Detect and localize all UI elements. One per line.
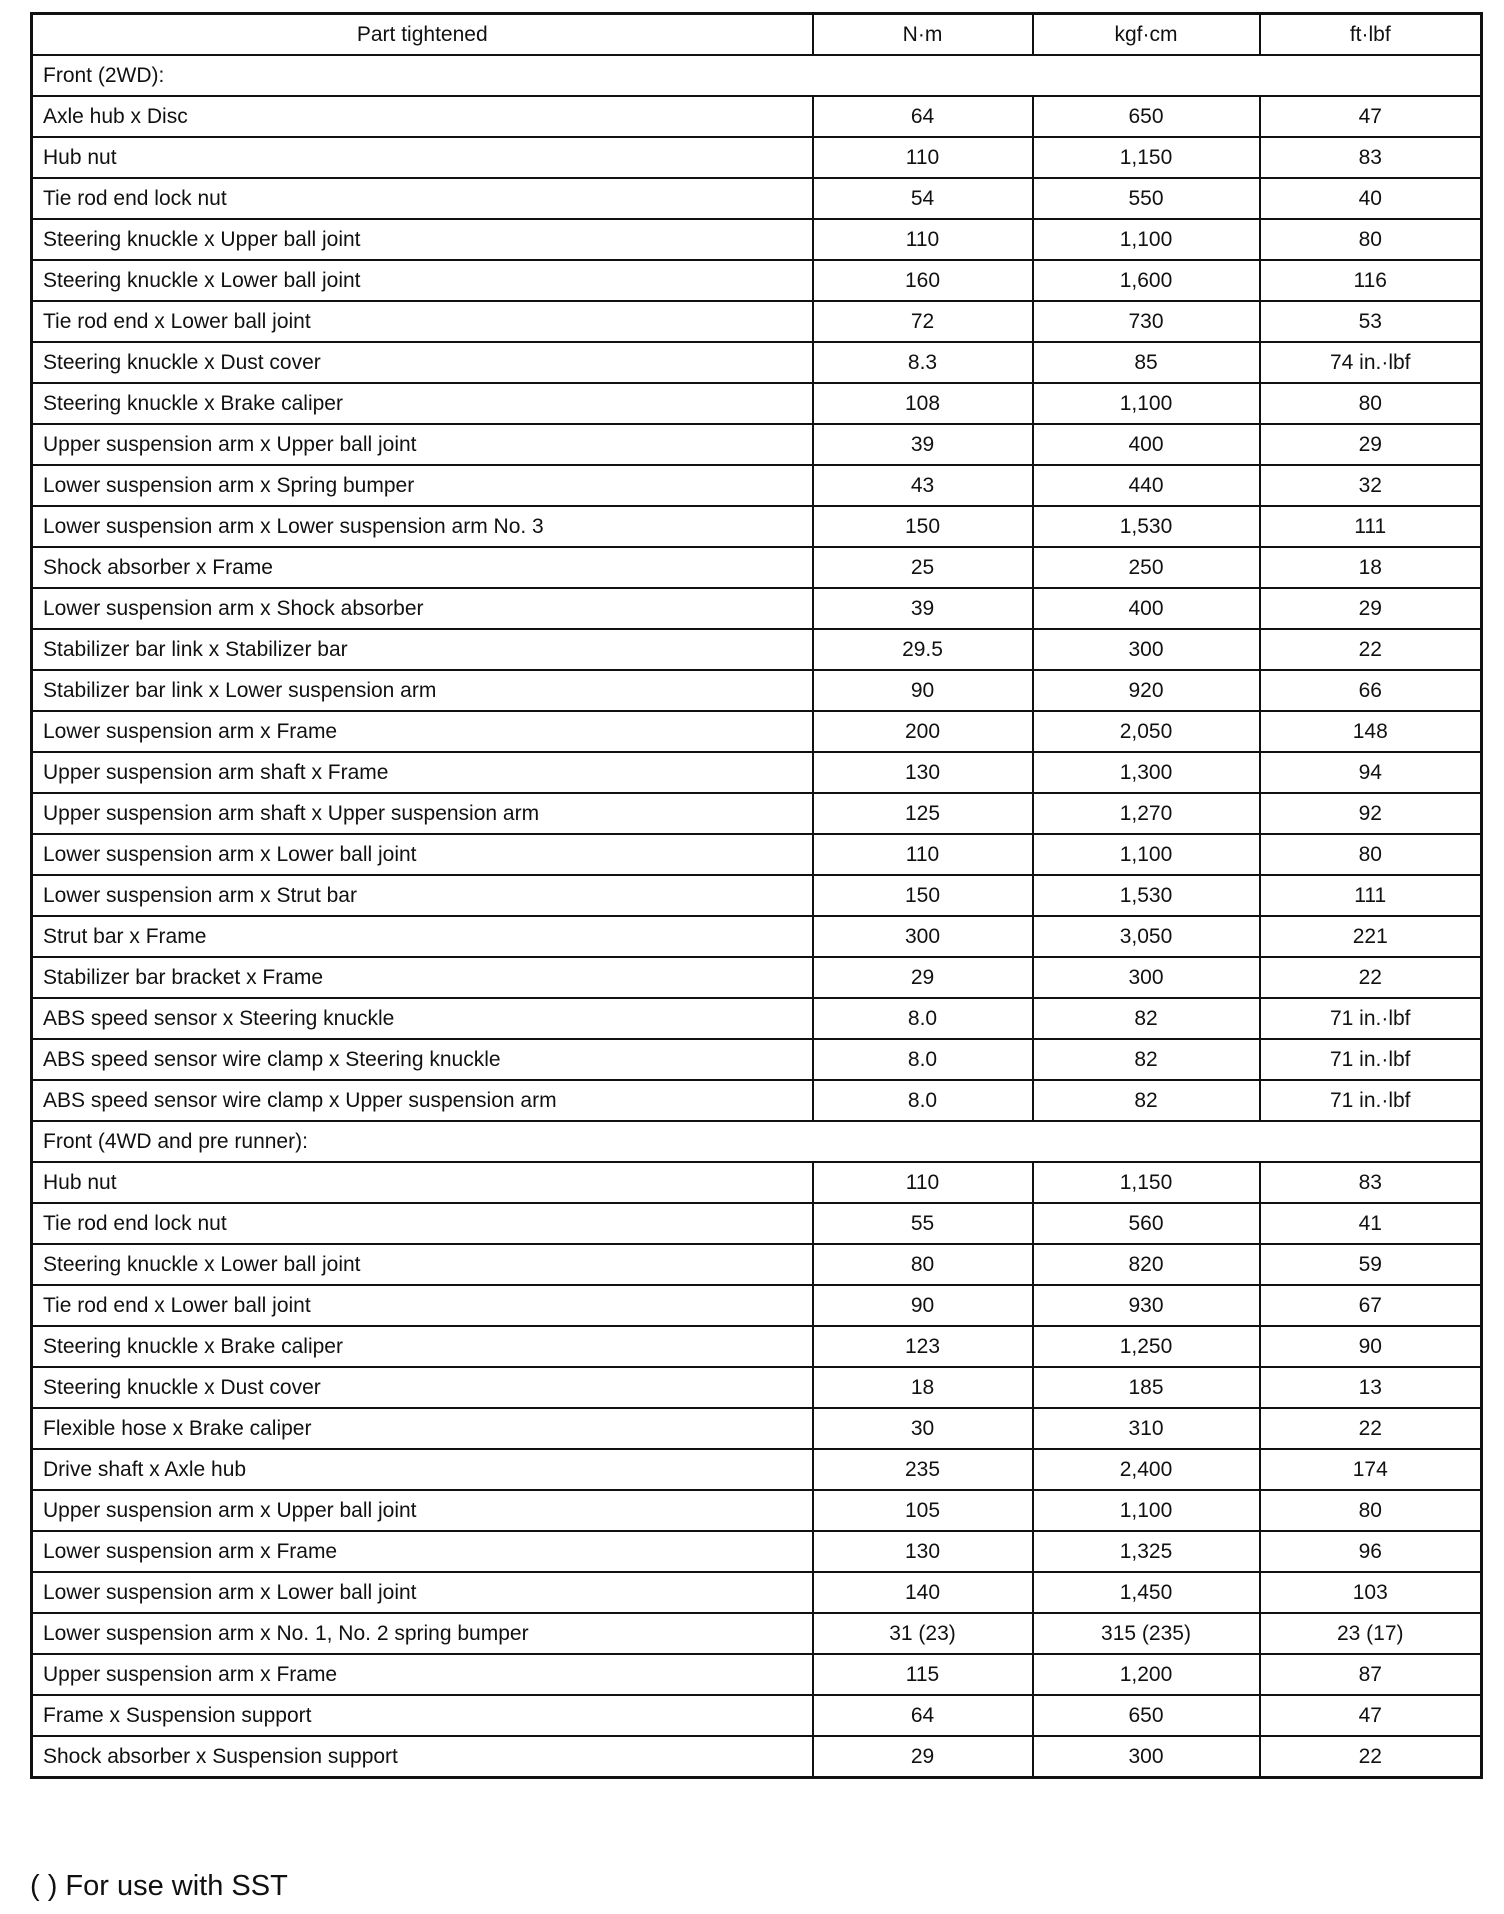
nm-cell: 110 [813,219,1033,260]
nm-cell: 72 [813,301,1033,342]
nm-cell: 54 [813,178,1033,219]
kgf-cm-cell: 1,530 [1033,875,1260,916]
part-cell: Stabilizer bar link x Stabilizer bar [32,629,813,670]
kgf-cm-cell: 300 [1033,629,1260,670]
kgf-cm-cell: 1,325 [1033,1531,1260,1572]
part-cell: Steering knuckle x Dust cover [32,1367,813,1408]
part-cell: Lower suspension arm x Spring bumper [32,465,813,506]
kgf-cm-cell: 1,530 [1033,506,1260,547]
part-cell: Strut bar x Frame [32,916,813,957]
kgf-cm-cell: 930 [1033,1285,1260,1326]
table-row [32,875,1482,916]
section-title: Front (4WD and pre runner): [32,1121,1482,1162]
part-cell: Steering knuckle x Lower ball joint [32,260,813,301]
part-cell: Hub nut [32,1162,813,1203]
part-cell: Lower suspension arm x Lower suspension arm No. 3 [32,506,813,547]
nm-cell: 64 [813,96,1033,137]
kgf-cm-cell: 1,100 [1033,219,1260,260]
nm-cell: 200 [813,711,1033,752]
kgf-cm-cell: 82 [1033,1039,1260,1080]
nm-cell: 25 [813,547,1033,588]
ft-lbf-cell: 174 [1260,1449,1482,1490]
kgf-cm-cell: 440 [1033,465,1260,506]
ft-lbf-cell: 116 [1260,260,1482,301]
table-row [32,957,1482,998]
nm-cell: 8.0 [813,1039,1033,1080]
table-row [32,465,1482,506]
nm-cell: 90 [813,670,1033,711]
table-row [32,670,1482,711]
kgf-cm-cell: 185 [1033,1367,1260,1408]
part-cell: Steering knuckle x Lower ball joint [32,1244,813,1285]
part-cell: Stabilizer bar link x Lower suspension arm [32,670,813,711]
kgf-cm-cell: 2,050 [1033,711,1260,752]
table-row [32,1080,1482,1121]
ft-lbf-cell: 80 [1260,219,1482,260]
header-nm: N·m [813,14,1033,56]
ft-lbf-cell: 103 [1260,1572,1482,1613]
nm-cell: 8.3 [813,342,1033,383]
table-row [32,1285,1482,1326]
ft-lbf-cell: 111 [1260,506,1482,547]
nm-cell: 108 [813,383,1033,424]
header-ft-lbf: ft·lbf [1260,14,1482,56]
kgf-cm-cell: 400 [1033,424,1260,465]
ft-lbf-cell: 29 [1260,424,1482,465]
part-cell: Tie rod end lock nut [32,178,813,219]
nm-cell: 55 [813,1203,1033,1244]
kgf-cm-cell: 1,250 [1033,1326,1260,1367]
part-cell: Lower suspension arm x Lower ball joint [32,834,813,875]
part-cell: Upper suspension arm x Upper ball joint [32,424,813,465]
ft-lbf-cell: 47 [1260,1695,1482,1736]
kgf-cm-cell: 2,400 [1033,1449,1260,1490]
nm-cell: 130 [813,752,1033,793]
table-row [32,916,1482,957]
table-row [32,301,1482,342]
ft-lbf-cell: 41 [1260,1203,1482,1244]
ft-lbf-cell: 18 [1260,547,1482,588]
kgf-cm-cell: 1,150 [1033,1162,1260,1203]
part-cell: Steering knuckle x Brake caliper [32,1326,813,1367]
header-kgf-cm: kgf·cm [1033,14,1260,56]
table-row [32,1572,1482,1613]
table-row [32,137,1482,178]
ft-lbf-cell: 71 in.·lbf [1260,1039,1482,1080]
part-cell: Lower suspension arm x No. 1, No. 2 spring bumper [32,1613,813,1654]
part-cell: Tie rod end x Lower ball joint [32,301,813,342]
kgf-cm-cell: 310 [1033,1408,1260,1449]
table-body [32,55,1482,1778]
table-row [32,178,1482,219]
nm-cell: 43 [813,465,1033,506]
nm-cell: 39 [813,588,1033,629]
part-cell: Hub nut [32,137,813,178]
kgf-cm-cell: 1,200 [1033,1654,1260,1695]
section-header-row [32,55,1482,96]
nm-cell: 31 (23) [813,1613,1033,1654]
ft-lbf-cell: 32 [1260,465,1482,506]
part-cell: Lower suspension arm x Frame [32,1531,813,1572]
table-row [32,1654,1482,1695]
part-cell: Upper suspension arm shaft x Frame [32,752,813,793]
header-part-tightened: Part tightened [32,14,813,56]
ft-lbf-cell: 13 [1260,1367,1482,1408]
nm-cell: 80 [813,1244,1033,1285]
ft-lbf-cell: 59 [1260,1244,1482,1285]
table-row [32,1408,1482,1449]
kgf-cm-cell: 1,270 [1033,793,1260,834]
table-row [32,260,1482,301]
part-cell: Steering knuckle x Dust cover [32,342,813,383]
part-cell: Shock absorber x Suspension support [32,1736,813,1778]
nm-cell: 160 [813,260,1033,301]
footnote: ( ) For use with SST [30,1870,288,1902]
part-cell: Axle hub x Disc [32,96,813,137]
table-row [32,1736,1482,1778]
kgf-cm-cell: 315 (235) [1033,1613,1260,1654]
ft-lbf-cell: 111 [1260,875,1482,916]
nm-cell: 29 [813,957,1033,998]
ft-lbf-cell: 71 in.·lbf [1260,998,1482,1039]
nm-cell: 39 [813,424,1033,465]
ft-lbf-cell: 148 [1260,711,1482,752]
part-cell: Shock absorber x Frame [32,547,813,588]
part-cell: Tie rod end x Lower ball joint [32,1285,813,1326]
table-row [32,383,1482,424]
kgf-cm-cell: 85 [1033,342,1260,383]
table-row [32,629,1482,670]
table-row [32,588,1482,629]
table-row [32,793,1482,834]
ft-lbf-cell: 29 [1260,588,1482,629]
kgf-cm-cell: 250 [1033,547,1260,588]
nm-cell: 150 [813,506,1033,547]
ft-lbf-cell: 23 (17) [1260,1613,1482,1654]
kgf-cm-cell: 730 [1033,301,1260,342]
nm-cell: 18 [813,1367,1033,1408]
ft-lbf-cell: 22 [1260,1408,1482,1449]
part-cell: Upper suspension arm shaft x Upper suspension arm [32,793,813,834]
kgf-cm-cell: 1,100 [1033,1490,1260,1531]
nm-cell: 130 [813,1531,1033,1572]
kgf-cm-cell: 650 [1033,1695,1260,1736]
nm-cell: 29 [813,1736,1033,1778]
ft-lbf-cell: 22 [1260,1736,1482,1778]
kgf-cm-cell: 82 [1033,998,1260,1039]
kgf-cm-cell: 550 [1033,178,1260,219]
part-cell: Upper suspension arm x Upper ball joint [32,1490,813,1531]
kgf-cm-cell: 650 [1033,96,1260,137]
nm-cell: 8.0 [813,998,1033,1039]
part-cell: Steering knuckle x Brake caliper [32,383,813,424]
table-row [32,1490,1482,1531]
nm-cell: 300 [813,916,1033,957]
nm-cell: 110 [813,834,1033,875]
table-row [32,1203,1482,1244]
part-cell: Lower suspension arm x Lower ball joint [32,1572,813,1613]
ft-lbf-cell: 53 [1260,301,1482,342]
nm-cell: 140 [813,1572,1033,1613]
table-row [32,711,1482,752]
table-row [32,424,1482,465]
ft-lbf-cell: 94 [1260,752,1482,793]
ft-lbf-cell: 96 [1260,1531,1482,1572]
nm-cell: 29.5 [813,629,1033,670]
part-cell: Tie rod end lock nut [32,1203,813,1244]
table-row [32,834,1482,875]
section-title: Front (2WD): [32,55,1482,96]
ft-lbf-cell: 92 [1260,793,1482,834]
ft-lbf-cell: 67 [1260,1285,1482,1326]
kgf-cm-cell: 820 [1033,1244,1260,1285]
ft-lbf-cell: 87 [1260,1654,1482,1695]
kgf-cm-cell: 82 [1033,1080,1260,1121]
table-row [32,752,1482,793]
table-row [32,1244,1482,1285]
part-cell: Lower suspension arm x Shock absorber [32,588,813,629]
nm-cell: 150 [813,875,1033,916]
table-row [32,1613,1482,1654]
kgf-cm-cell: 560 [1033,1203,1260,1244]
table-row [32,342,1482,383]
part-cell: Frame x Suspension support [32,1695,813,1736]
ft-lbf-cell: 83 [1260,1162,1482,1203]
kgf-cm-cell: 1,600 [1033,260,1260,301]
nm-cell: 123 [813,1326,1033,1367]
part-cell: Flexible hose x Brake caliper [32,1408,813,1449]
kgf-cm-cell: 920 [1033,670,1260,711]
table-row [32,1326,1482,1367]
nm-cell: 235 [813,1449,1033,1490]
nm-cell: 115 [813,1654,1033,1695]
ft-lbf-cell: 83 [1260,137,1482,178]
ft-lbf-cell: 47 [1260,96,1482,137]
part-cell: ABS speed sensor wire clamp x Steering knuckle [32,1039,813,1080]
part-cell: Upper suspension arm x Frame [32,1654,813,1695]
table-row [32,1367,1482,1408]
kgf-cm-cell: 300 [1033,1736,1260,1778]
part-cell: Drive shaft x Axle hub [32,1449,813,1490]
kgf-cm-cell: 400 [1033,588,1260,629]
nm-cell: 105 [813,1490,1033,1531]
nm-cell: 125 [813,793,1033,834]
table-row [32,547,1482,588]
ft-lbf-cell: 22 [1260,629,1482,670]
table-row [32,998,1482,1039]
kgf-cm-cell: 1,300 [1033,752,1260,793]
part-cell: Lower suspension arm x Strut bar [32,875,813,916]
ft-lbf-cell: 80 [1260,834,1482,875]
ft-lbf-cell: 71 in.·lbf [1260,1080,1482,1121]
nm-cell: 8.0 [813,1080,1033,1121]
ft-lbf-cell: 66 [1260,670,1482,711]
table-row [32,96,1482,137]
ft-lbf-cell: 74 in.·lbf [1260,342,1482,383]
kgf-cm-cell: 3,050 [1033,916,1260,957]
ft-lbf-cell: 80 [1260,383,1482,424]
part-cell: Stabilizer bar bracket x Frame [32,957,813,998]
nm-cell: 110 [813,137,1033,178]
kgf-cm-cell: 300 [1033,957,1260,998]
kgf-cm-cell: 1,150 [1033,137,1260,178]
ft-lbf-cell: 80 [1260,1490,1482,1531]
table-row [32,506,1482,547]
ft-lbf-cell: 22 [1260,957,1482,998]
table-row [32,1449,1482,1490]
header-row [32,14,1482,56]
part-cell: ABS speed sensor wire clamp x Upper suspension arm [32,1080,813,1121]
ft-lbf-cell: 221 [1260,916,1482,957]
kgf-cm-cell: 1,100 [1033,383,1260,424]
torque-spec-table [30,12,1483,1779]
kgf-cm-cell: 1,450 [1033,1572,1260,1613]
part-cell: ABS speed sensor x Steering knuckle [32,998,813,1039]
part-cell: Steering knuckle x Upper ball joint [32,219,813,260]
nm-cell: 110 [813,1162,1033,1203]
ft-lbf-cell: 90 [1260,1326,1482,1367]
section-header-row [32,1121,1482,1162]
table-row [32,219,1482,260]
torque-spec-sheet [30,12,1480,1779]
table-row [32,1039,1482,1080]
table-row [32,1162,1482,1203]
nm-cell: 90 [813,1285,1033,1326]
table-row [32,1695,1482,1736]
table-row [32,1531,1482,1572]
ft-lbf-cell: 40 [1260,178,1482,219]
kgf-cm-cell: 1,100 [1033,834,1260,875]
part-cell: Lower suspension arm x Frame [32,711,813,752]
nm-cell: 64 [813,1695,1033,1736]
nm-cell: 30 [813,1408,1033,1449]
